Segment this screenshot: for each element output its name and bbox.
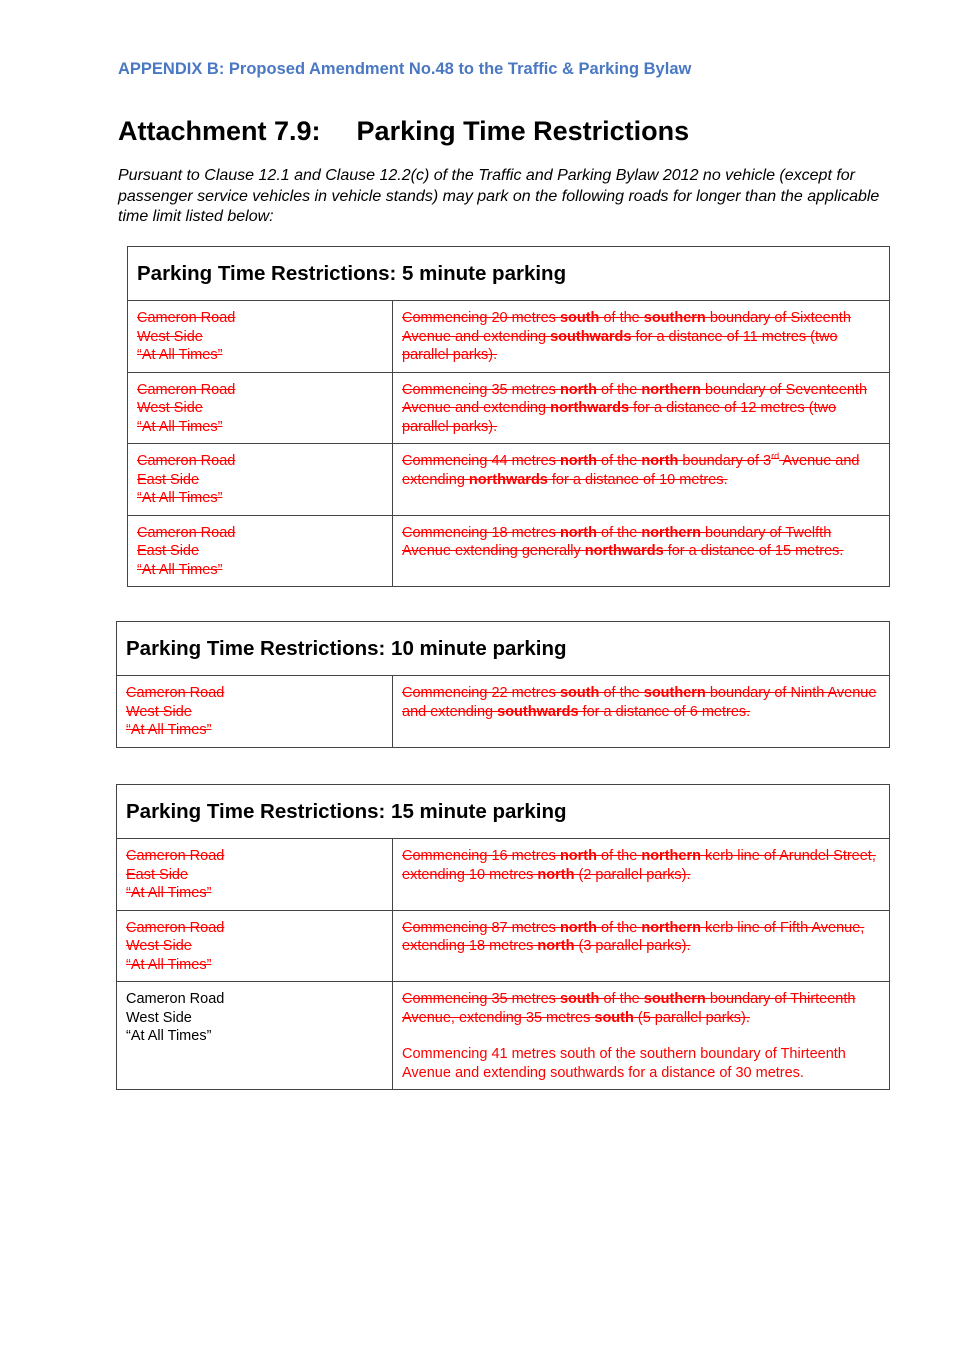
bold-run: southern <box>643 685 706 701</box>
attachment-title <box>118 116 689 147</box>
text-run: Commencing 18 metres <box>402 524 560 541</box>
road-times: “At All Times” <box>126 885 212 901</box>
text-run: boundary of Thirteenth Avenue, extending 35 metres <box>402 991 856 1026</box>
description-cell <box>393 910 890 982</box>
text-run: Commencing 20 metres <box>402 310 560 326</box>
deleted-description <box>402 990 880 1027</box>
road-cell <box>128 515 393 587</box>
road-cell <box>117 982 393 1090</box>
road-side: East Side <box>137 471 200 488</box>
superscript-run: rd <box>771 451 780 462</box>
bold-run: southern <box>643 310 706 326</box>
bold-run: northern <box>641 524 701 541</box>
bold-run: northwards <box>468 471 548 488</box>
attachment-number: Attachment 7.9: <box>118 116 321 146</box>
text-run: (2 parallel parks). <box>574 866 691 883</box>
table-5-minute-parking <box>127 246 890 587</box>
road-cell <box>128 444 393 516</box>
text-run: Commencing 35 metres <box>402 991 560 1007</box>
road-side: West Side <box>126 703 192 720</box>
road-name: Cameron Road <box>126 991 225 1007</box>
bold-run: north <box>641 453 679 469</box>
road-times: “At All Times” <box>137 561 223 578</box>
table-row <box>128 515 890 587</box>
road-cell <box>117 676 393 748</box>
appendix-heading: APPENDIX B: Proposed Amendment No.48 to the Traffic & Parking Bylaw <box>118 60 692 78</box>
table-title: Parking Time Restrictions: 5 minute parking <box>128 247 890 301</box>
restriction-description <box>402 452 880 489</box>
table-row <box>128 372 890 444</box>
text-run: kerb line of Arundel Street, extending 10 metres <box>402 848 876 883</box>
road-side: West Side <box>126 938 192 954</box>
road-cell <box>128 372 393 444</box>
text-run: for a distance of 10 metres. <box>547 471 728 488</box>
road-cell <box>117 910 393 982</box>
bold-run: northern <box>641 919 701 936</box>
road-times: “At All Times” <box>126 956 212 973</box>
table-row <box>117 839 890 911</box>
road-side: West Side <box>126 1009 192 1026</box>
restriction-description <box>402 381 880 437</box>
text-run: of the <box>597 453 642 469</box>
road-name: Cameron Road <box>137 524 236 541</box>
bold-run: south <box>559 310 600 326</box>
text-run: of the <box>597 919 642 936</box>
bold-run: north <box>559 848 597 864</box>
text-run: (3 parallel parks). <box>574 938 691 954</box>
text-run: boundary of Sixteenth Avenue and extending <box>402 310 851 345</box>
bold-run: north <box>559 524 597 541</box>
table-10-minute-parking <box>116 621 890 748</box>
road-times: “At All Times” <box>137 347 223 363</box>
table-title: Parking Time Restrictions: 10 minute parking <box>117 622 890 676</box>
restriction-description <box>402 524 880 561</box>
text-run: Commencing 22 metres <box>402 685 560 701</box>
bold-run: northern <box>641 381 701 398</box>
bold-run: south <box>559 991 600 1007</box>
text-run: boundary of Ninth Avenue and extending <box>402 685 877 720</box>
text-run: of the <box>599 685 644 701</box>
bold-run: north <box>537 938 575 954</box>
bold-run: south <box>594 1009 634 1026</box>
road-name: Cameron Road <box>126 919 225 936</box>
road-cell <box>117 839 393 911</box>
bold-run: north <box>559 381 597 398</box>
text-run: boundary of 3 <box>678 453 772 469</box>
text-run: Commencing 44 metres <box>402 453 560 469</box>
road-side: East Side <box>137 543 200 559</box>
table-row <box>117 982 890 1090</box>
text-run: of the <box>597 848 642 864</box>
description-cell <box>393 372 890 444</box>
text-run: Commencing 16 metres <box>402 848 560 864</box>
road-name: Cameron Road <box>137 453 236 469</box>
description-cell <box>393 515 890 587</box>
text-run: Commencing 87 metres <box>402 919 560 936</box>
text-run: of the <box>599 310 644 326</box>
road-times: “At All Times” <box>137 490 223 506</box>
text-run: Avenue and extending <box>402 453 860 488</box>
text-run: Commencing 35 metres <box>402 381 560 398</box>
road-name: Cameron Road <box>126 685 225 701</box>
text-run: kerb line of Fifth Avenue, extending 18 metres <box>402 919 865 954</box>
description-cell <box>393 839 890 911</box>
restriction-description <box>402 847 880 884</box>
road-name: Cameron Road <box>126 848 225 864</box>
description-cell <box>393 982 890 1090</box>
text-run: of the <box>597 524 642 541</box>
description-cell <box>393 676 890 748</box>
text-run: of the <box>599 991 644 1007</box>
table-row <box>117 676 890 748</box>
intro-paragraph: Pursuant to Clause 12.1 and Clause 12.2(c) of the Traffic and Parking Bylaw 2012 no vehicle (except for passenger service vehicles in vehicle stands) may park on the following roads for longer than the applicable time limit listed below: <box>118 167 880 225</box>
table-title: Parking Time Restrictions: 15 minute parking <box>117 785 890 839</box>
restriction-description <box>402 309 880 365</box>
bold-run: southern <box>643 991 706 1007</box>
bold-run: north <box>559 919 597 936</box>
text-run: boundary of Seventeenth Avenue and extending <box>402 381 868 416</box>
text-run: for a distance of 12 metres (two parallel parks). <box>402 400 837 435</box>
road-times: “At All Times” <box>126 722 212 738</box>
text-run: for a distance of 6 metres. <box>578 703 751 720</box>
text-run: (5 parallel parks). <box>633 1009 750 1026</box>
table-15-minute-parking <box>116 784 890 1090</box>
bold-run: northern <box>641 848 701 864</box>
attachment-name: Parking Time Restrictions <box>356 116 690 146</box>
bold-run: southwards <box>497 703 579 720</box>
bold-run: south <box>559 685 600 701</box>
text-run: for a distance of 11 metres (two parallel parks). <box>402 328 838 363</box>
bold-run: northwards <box>550 400 630 416</box>
description-cell <box>393 301 890 373</box>
bold-run: northwards <box>584 543 664 559</box>
road-name: Cameron Road <box>137 310 236 326</box>
table-row <box>128 301 890 373</box>
text-run: of the <box>597 381 642 398</box>
road-cell <box>128 301 393 373</box>
road-side: East Side <box>126 866 189 883</box>
restriction-description <box>402 684 880 721</box>
road-times: “At All Times” <box>137 418 223 435</box>
text-run: for a distance of 15 metres. <box>663 543 844 559</box>
bold-run: southwards <box>550 328 632 345</box>
road-times: “At All Times” <box>126 1028 212 1044</box>
table-row <box>117 910 890 982</box>
table-row <box>128 444 890 516</box>
road-side: West Side <box>137 400 203 416</box>
added-description: Commencing 41 metres south of the southern boundary of Thirteenth Avenue and extending southwards for a distance of 30 metres. <box>402 1046 846 1081</box>
restriction-description <box>402 919 880 956</box>
road-name: Cameron Road <box>137 381 236 398</box>
text-run: boundary of Twelfth Avenue extending generally <box>402 524 832 559</box>
road-side: West Side <box>137 328 203 345</box>
description-cell <box>393 444 890 516</box>
bold-run: north <box>559 453 597 469</box>
bold-run: north <box>537 866 575 883</box>
